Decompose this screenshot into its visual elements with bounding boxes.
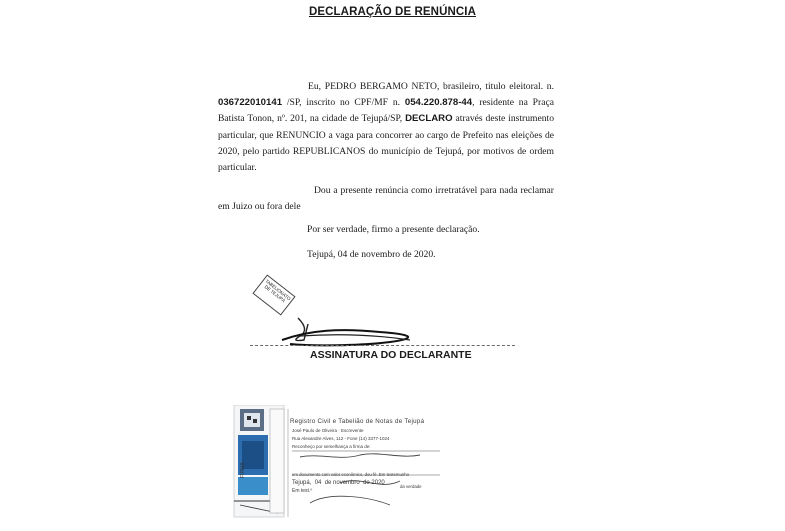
- signature-label: ASSINATURA DO DECLARANTE: [310, 349, 472, 361]
- paragraph-text-e: , residente na Praça Batista Tonon, nº. 201, na cidade de Tejupá/SP,: [218, 97, 554, 125]
- document-title: DECLARAÇÃO DE RENÚNCIA: [308, 6, 477, 18]
- notary-side-label: FIRMA: [240, 462, 246, 478]
- cpf-number: 054.220.878-44: [404, 97, 473, 109]
- notary-truth: da verdade: [400, 484, 422, 489]
- handwritten-signature: [270, 300, 430, 350]
- notary-office: Registro Civil e Tabelião de Notas de Tejupá: [290, 418, 425, 425]
- declaro-word: DECLARO: [405, 113, 453, 125]
- signature-line: [250, 345, 515, 346]
- notary-recognition: Reconheço por semelhança a firma de:: [292, 444, 371, 449]
- declaration-paragraph: [218, 79, 554, 176]
- voter-id: 036722010141: [218, 97, 283, 109]
- notary-address: Rua Alexandre Alves, 112 - Fone (14) 3377-1024: [292, 436, 390, 441]
- paragraph-text-c: /SP, inscrito no CPF/MF n.: [282, 97, 405, 109]
- paragraph-text-g: através deste instrumento particular, que RENUNCIO a vaga para concorrer ao cargo de Prefeito nas eleições de 2020, pelo partido REPUBLICANOS do município de Tejupá, por motivos de ordem particular.: [218, 113, 554, 174]
- notary-date: Tejupá, 04 de novembro de 2020: [292, 480, 385, 486]
- renunciation-paragraph: Dou a presente renúncia como irretratável para nada reclamar em Juizo ou fora dele: [218, 185, 554, 213]
- notary-fine-print: em documento com valor econômico, dou fé. Em testemunho: [292, 472, 410, 477]
- notary-stamp-tab: TABELIONATO DE TEJUPÁ: [252, 274, 295, 315]
- notary-em-test: Em test.º: [292, 488, 313, 494]
- truth-statement: Por ser verdade, firmo a presente declaração.: [307, 224, 480, 235]
- paragraph-text-a: Eu, PEDRO BERGAMO NETO, brasileiro, titulo eleitoral. n.: [308, 81, 554, 92]
- notary-officer: José Paulo de Oliveira · Escrevente: [292, 428, 364, 433]
- date-line: Tejupá, 04 de novembro de 2020.: [307, 249, 436, 260]
